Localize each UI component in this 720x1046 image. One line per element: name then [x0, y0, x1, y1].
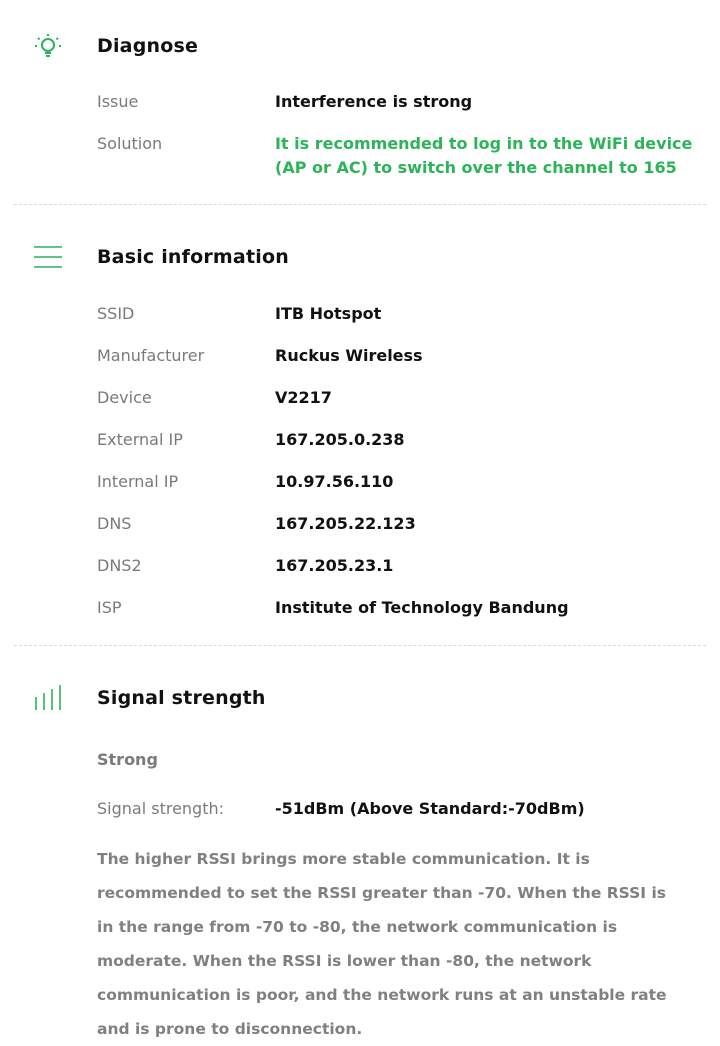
info-label: Manufacturer [97, 346, 205, 365]
info-row-isp [0, 596, 720, 638]
info-row-internal-ip [0, 470, 720, 512]
signal-strength-label: Signal strength: [97, 799, 225, 818]
info-value: 167.205.0.238 [275, 430, 405, 449]
info-label: External IP [97, 430, 183, 449]
signal-description: The higher RSSI brings more stable communication. It is recommended to set the RSSI greater than -70. When the RSSI is in the range from -70 to -80, the network communication is moderate. When the RSSI is lower than -80, the network communication is poor, and the network runs at an unstable rate and is prone to disconnection. [97, 850, 667, 1038]
signal-bars-icon [32, 682, 64, 714]
info-value: Ruckus Wireless [275, 346, 423, 365]
signal-header [0, 668, 720, 728]
info-label: SSID [97, 304, 135, 323]
basic-info-header [0, 227, 720, 287]
diagnose-section [0, 0, 720, 205]
info-value: 167.205.22.123 [275, 514, 416, 533]
diagnose-header [0, 17, 720, 77]
menu-lines-icon [32, 241, 64, 273]
signal-title: Signal strength [97, 687, 266, 709]
signal-level: Strong [97, 750, 158, 769]
info-row-dns2 [0, 554, 720, 596]
solution-label: Solution [97, 134, 163, 153]
info-value: ITB Hotspot [275, 304, 382, 323]
info-row-dns [0, 512, 720, 554]
info-label: DNS2 [97, 556, 142, 575]
info-label: ISP [97, 598, 122, 617]
diagnose-title: Diagnose [97, 35, 199, 57]
info-value: 10.97.56.110 [275, 472, 394, 491]
info-label: DNS [97, 514, 132, 533]
solution-row [0, 132, 720, 177]
solution-value: It is recommended to log in to the WiFi device (AP or AC) to switch over the channel to 165 [275, 134, 693, 177]
info-row-external-ip [0, 428, 720, 470]
issue-row [0, 90, 720, 132]
basic-info-title: Basic information [97, 246, 289, 268]
info-value: Institute of Technology Bandung [275, 598, 569, 617]
info-label: Device [97, 388, 152, 407]
signal-strength-row [0, 797, 720, 839]
lightbulb-icon [32, 31, 64, 63]
issue-label: Issue [97, 92, 139, 111]
basic-info-section [0, 205, 720, 645]
issue-value: Interference is strong [275, 92, 473, 111]
info-row-ssid [0, 302, 720, 344]
info-value: 167.205.23.1 [275, 556, 394, 575]
info-label: Internal IP [97, 472, 179, 491]
info-row-manufacturer [0, 344, 720, 386]
info-row-device [0, 386, 720, 428]
signal-strength-value: -51dBm (Above Standard:-70dBm) [275, 799, 585, 818]
info-value: V2217 [275, 388, 332, 407]
signal-section [0, 646, 720, 1038]
